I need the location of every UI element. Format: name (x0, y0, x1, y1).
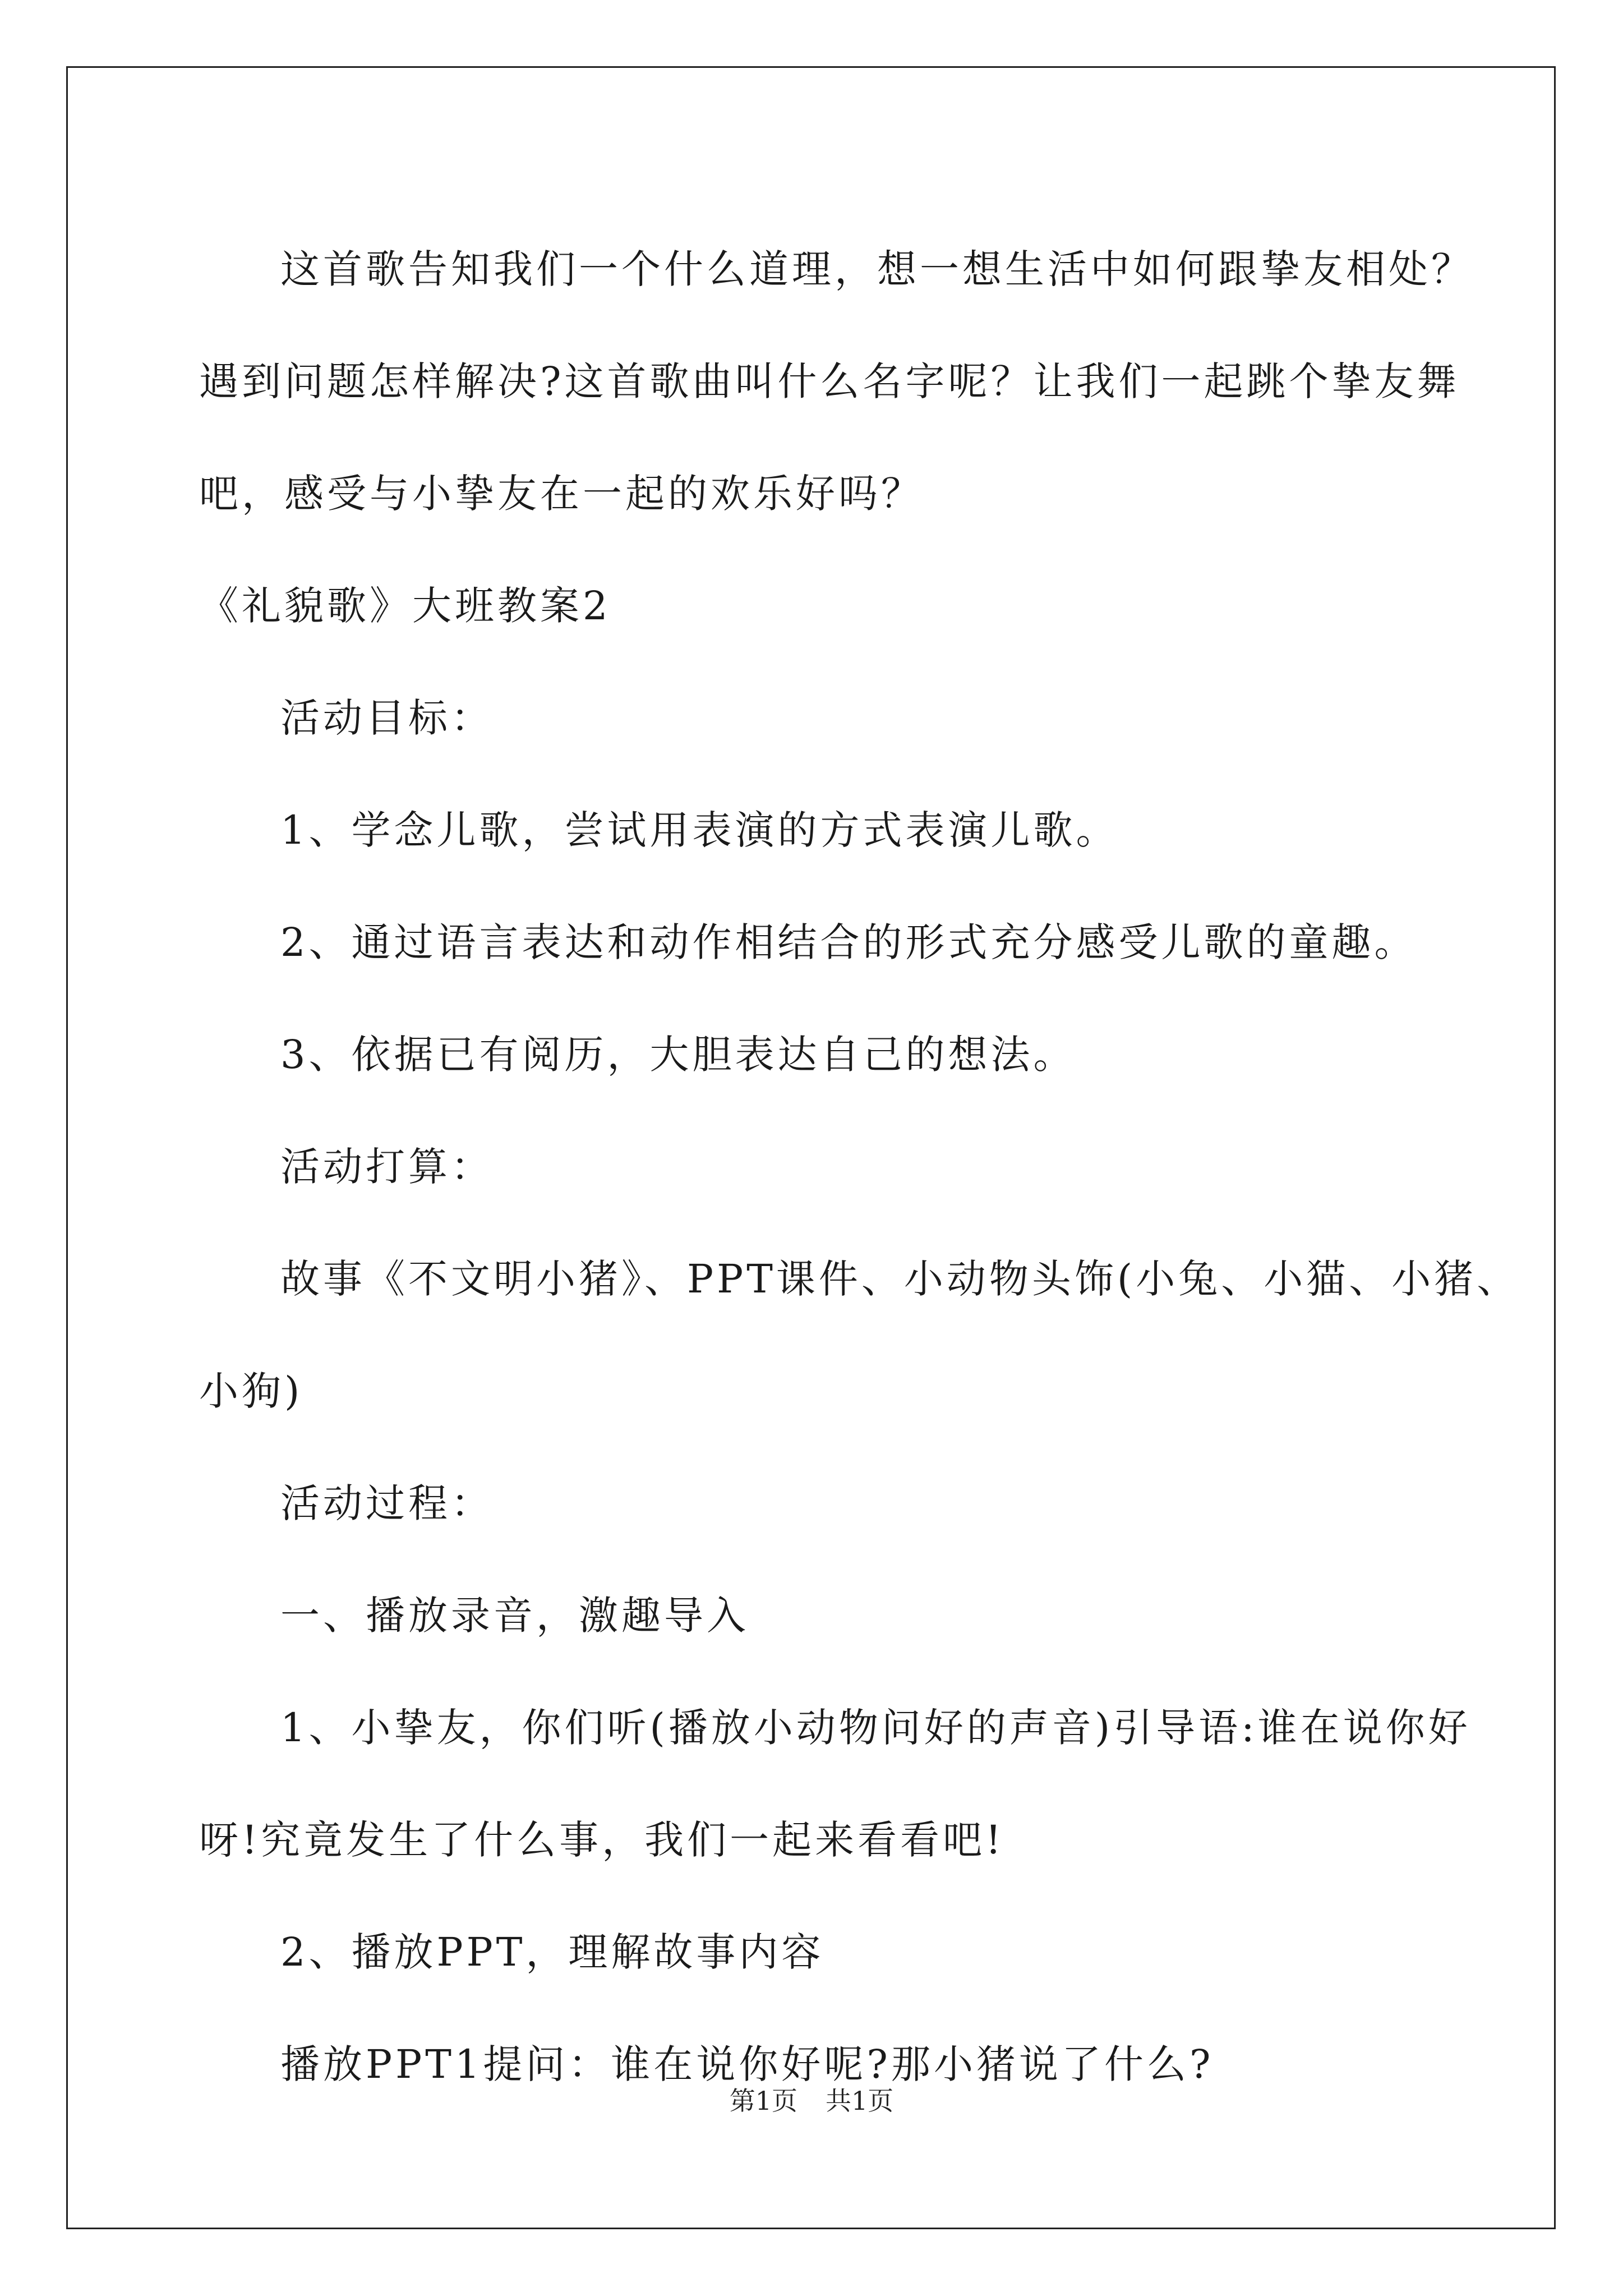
paragraph-line: 小狗) (199, 1368, 303, 1414)
page-number: 第1页 (729, 2086, 797, 2116)
paragraph-line: 播放PPT1提问：谁在说你好呢?那小猪说了什么? (280, 2041, 1214, 2087)
paragraph-line: 这首歌告知我们一个什么道理，想一想生活中如何跟挚友相处？ (280, 246, 1474, 292)
section-heading: 《礼貌歌》大班教案2 (199, 583, 611, 629)
paragraph-line: 遇到问题怎样解决?这首歌曲叫什么名字呢？让我们一起跳个挚友舞 (199, 358, 1460, 404)
goal-item-3: 3、依据已有阅历，大胆表达自己的想法。 (280, 1032, 1076, 1078)
paragraph-line: 故事《不文明小猪》、PPT课件、小动物头饰(小兔、小猫、小猪、 (280, 1256, 1520, 1302)
subheading-activity-goals: 活动目标： (280, 695, 494, 741)
goal-item-2: 2、通过语言表达和动作相结合的形式充分感受儿歌的童趣。 (280, 919, 1417, 965)
subheading-activity-process: 活动过程： (280, 1480, 494, 1526)
document-body (199, 213, 1520, 2120)
page-total: 共1页 (826, 2086, 894, 2116)
paragraph-line: 2、播放PPT，理解故事内容 (280, 1929, 824, 1975)
page-footer (0, 2084, 1623, 2118)
goal-item-1: 1、学念儿歌，尝试用表演的方式表演儿歌。 (280, 807, 1119, 853)
paragraph-line: 呀!究竟发生了什么事，我们一起来看看吧! (199, 1817, 1005, 1863)
paragraph-line: 吧，感受与小挚友在一起的欢乐好吗？ (199, 471, 924, 517)
subheading-activity-prep: 活动打算： (280, 1144, 494, 1190)
step-heading-1: 一、播放录音，激趣导入 (280, 1593, 749, 1639)
paragraph-line: 1、小挚友，你们听(播放小动物问好的声音)引导语:谁在说你好 (280, 1705, 1471, 1751)
